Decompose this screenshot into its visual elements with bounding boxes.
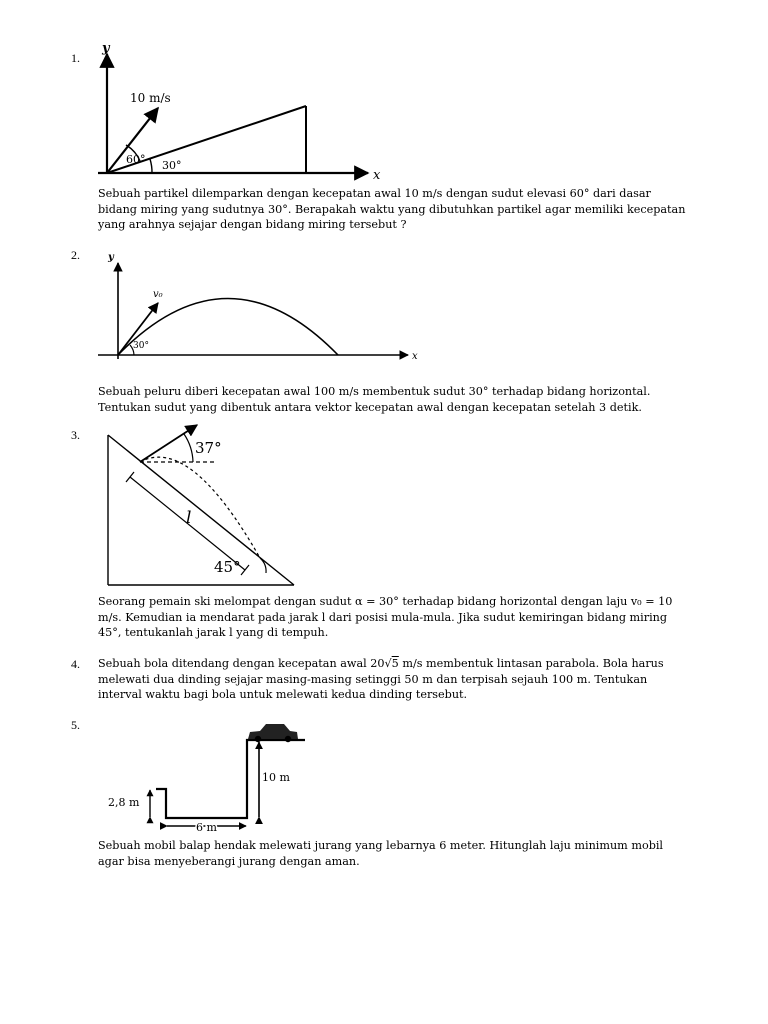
problem-1-figure [90,40,400,185]
problem-5-figure [100,718,315,840]
x-axis-label: x [373,168,381,183]
slope-incline [108,435,294,585]
right-height-label: 10 m [262,771,290,784]
gap-width-label: 6 m [196,821,217,834]
problem-1-text: Sebuah partikel dilemparkan dengan kecepatan awal 10 m/s dengan sudut elevasi 60° dari dasar bidang miring yang sudutnya 30°. Berapakah waktu yang dibutuhkan partikel agar memiliki kecepatan yang arahnya sejajar dengan bidang miring tersebut ? [98,187,686,232]
length-tick-start [126,472,134,482]
problem-3-figure [100,415,305,593]
trajectory-parabola [118,299,338,356]
angle-30-label: 30° [162,159,182,172]
angle-arc-30 [150,159,152,173]
problem-5-number: 5. [71,718,80,732]
problem-1-number: 1. [71,51,80,65]
speed-label: 10 m/s [130,91,171,105]
initial-speed-coefficient: 20 [370,657,385,670]
y-axis-label: y [102,41,110,56]
problem-5-text: Sebuah mobil balap hendak melewati jurang yang lebarnya 6 meter. Hitunglah laju minimum mobil agar bisa menyeberangi jurang dengan aman. [98,839,664,868]
angle-arc-37 [184,434,193,462]
length-tick-end [241,565,249,575]
problem-4-text: Sebuah bola ditendang dengan kecepatan awal 20√5 m/s membentuk lintasan parabola. Bola harus melewati dua dinding sejajar masing-masing setinggi 50 m dan terpisah sejauh 100 m. Tentukan interval waktu bagi bola untuk melewati kedua dinding tersebut. [98,657,664,702]
y-axis-label: y [108,252,114,263]
sqrt-symbol: √ [384,657,392,670]
velocity-label: v₀ [153,289,163,300]
problem-3-text: Seorang pemain ski melompat dengan sudut α = 30° terhadap bidang horizontal dengan laju v₀ = 10 m/s. Kemudian ia mendarat pada jarak l dari posisi mula-mula. Jika sudut kemiringan bidang miring 45°, tentukanlah jarak l yang di tempuh. [98,595,673,640]
angle-37-label: 37° [195,439,222,457]
angle-label: 30° [133,341,149,351]
x-axis-label: x [412,351,418,362]
angle-60-label: 60° [126,153,146,166]
launch-velocity-vector [140,425,197,462]
problem-2-text: Sebuah peluru diberi kecepatan awal 100 m/s membentuk sudut 30° terhadap bidang horizontal. Tentukan sudut yang dibentuk antara vektor kecepatan awal dengan kecepatan setelah 3 detik. [98,385,651,414]
initial-speed-radicand: 5 [391,657,399,670]
left-height-label: 2,8 m [108,796,140,809]
length-label: l [186,508,192,528]
problem-2-number: 2. [71,248,80,262]
problem-4-number: 4. [71,657,80,671]
problem-3-number: 3. [71,428,80,442]
angle-45-label: 45° [214,558,241,576]
problem-2-figure [90,247,425,367]
